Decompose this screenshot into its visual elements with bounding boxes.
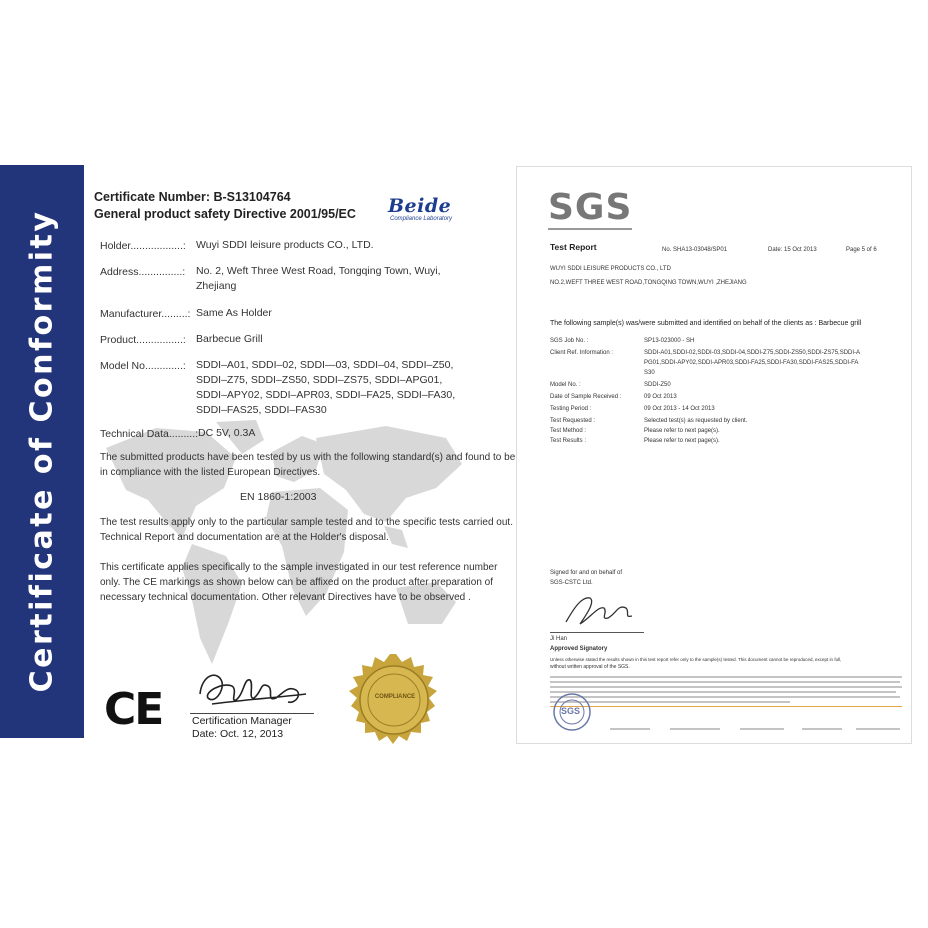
row-label: Test Method : — [550, 428, 587, 434]
certificate-date: Date: Oct. 12, 2013 — [192, 728, 284, 740]
client-address: NO.2,WEFT THREE WEST ROAD,TONGQING TOWN,WUYI ,ZHEJIANG — [550, 280, 747, 286]
row-value: 09 Oct 2013 - 14 Oct 2013 — [644, 406, 715, 412]
seal-text: COMPLIANCE — [374, 694, 416, 700]
row-value: Please refer to next page(s). — [644, 428, 720, 434]
certification-manager-label: Certification Manager — [192, 715, 292, 727]
row-value: Selected test(s) as requested by client. — [644, 418, 748, 424]
certificate-side-band — [0, 165, 84, 738]
row-label: Client Ref. Information : — [550, 350, 614, 356]
holder-label: Holder..................: — [100, 240, 186, 252]
certificate-number: Certificate Number: B-S13104764 — [94, 190, 291, 204]
paragraph-tested-line-2: in compliance with the listed European Directives. — [100, 467, 321, 478]
address-value-line-2: Zhejiang — [196, 280, 237, 292]
technical-data-value: DC 5V, 0.3A — [198, 427, 256, 439]
sgs-logo — [548, 188, 638, 228]
standard-reference: EN 1860-1:2003 — [240, 491, 317, 503]
paragraph-results-line-1: The test results apply only to the particular sample tested and to the specific tests carried out. — [100, 517, 513, 528]
paragraph-tested-line-1: The submitted products have been tested by us with the following standard(s) and found to be — [100, 452, 516, 463]
technical-data-label: Technical Data.........: — [100, 428, 199, 440]
row-label: Model No. : — [550, 382, 581, 388]
logo-underline — [548, 228, 632, 230]
gold-seal — [344, 652, 448, 756]
model-label: Model No.............: — [100, 360, 186, 372]
beide-logo-sub: Compliance Laboratory — [390, 216, 453, 222]
row-label: Test Results : — [550, 438, 587, 444]
sgs-stamp — [552, 692, 592, 732]
row-value: SP13-023000 - SH — [644, 338, 695, 344]
model-line: SDDI–Z75, SDDI–ZS50, SDDI–ZS75, SDDI–APG01, — [196, 374, 443, 386]
beide-logo-word: Beide — [388, 195, 452, 217]
manufacturer-label: Manufacturer.........: — [100, 308, 191, 320]
sgs-signature-line — [550, 632, 644, 633]
row-label: SGS Job No. : — [550, 338, 589, 344]
report-page: Page 5 of 6 — [846, 247, 877, 253]
row-value: SDDI-A01,SDDI-02,SDDI-03,SDDI-04,SDDI-Z75,SDDI-ZS50,SDDI-ZS75,SDDI-A — [644, 350, 861, 356]
signer-name: Ji Han — [550, 636, 568, 642]
row-label: Testing Period : — [550, 406, 592, 412]
report-number: No. SHA13-03048/SP01 — [662, 247, 728, 253]
side-title: Certificate of Conformity — [24, 209, 60, 693]
row-value: S30 — [644, 370, 655, 376]
row-label: Date of Sample Received : — [550, 394, 622, 400]
ce-mark: CE — [104, 684, 163, 735]
signature-line — [190, 713, 314, 714]
row-value: Please refer to next page(s). — [644, 438, 720, 444]
address-label: Address...............: — [100, 266, 186, 278]
certificate-directive: General product safety Directive 2001/95/EC — [94, 207, 356, 221]
report-date: Date: 15 Oct 2013 — [768, 247, 817, 253]
paragraph-applies-line-2: only. The CE markings as shown below can be affixed on the product after preparation of — [100, 577, 494, 588]
signed-for-line-2: SGS-CSTC Ltd. — [550, 580, 593, 586]
row-value: 09 Oct 2013 — [644, 394, 677, 400]
paragraph-applies-line-3: necessary technical documentation. Other relevant Directives have to be observed . — [100, 592, 471, 603]
holder-value: Wuyi SDDI leisure products CO., LTD. — [196, 239, 374, 251]
footer-note-line-2: without written approval of the SGS. — [550, 664, 630, 670]
row-value: PG01,SDDI-APY02,SDDI-APR03,SDDI-FA25,SDDI-FA30,SDDI-FAS25,SDDI-FA — [644, 360, 859, 366]
product-value: Barbecue Grill — [196, 333, 263, 345]
manufacturer-value: Same As Holder — [196, 307, 272, 319]
manager-signature — [192, 664, 312, 712]
row-value: SDDI-Z50 — [644, 382, 671, 388]
paragraph-applies-line-1: This certificate applies specifically to the sample investigated in our test reference number — [100, 562, 498, 573]
model-line: SDDI–FAS25, SDDI–FAS30 — [196, 404, 327, 416]
client-name: WUYI SDDI LEISURE PRODUCTS CO., LTD — [550, 266, 671, 272]
row-label: Test Requested : — [550, 418, 596, 424]
model-line: SDDI–APY02, SDDI–APR03, SDDI–FA25, SDDI–FA30, — [196, 389, 456, 401]
sgs-logo-text: SGS — [548, 187, 633, 228]
paragraph-results-line-2: Technical Report and documentation are at the Holder's disposal. — [100, 532, 389, 543]
fine-print-block — [550, 676, 906, 738]
report-intro: The following sample(s) was/were submitted and identified on behalf of the clients as : Barbecue grill — [550, 320, 862, 327]
beide-logo — [388, 196, 472, 230]
product-label: Product................: — [100, 334, 186, 346]
model-line: SDDI–A01, SDDI–02, SDDI—03, SDDI–04, SDDI–Z50, — [196, 359, 454, 371]
approved-signatory: Approved Signatory — [550, 646, 608, 652]
address-value-line-1: No. 2, Weft Three West Road, Tongqing Town, Wuyi, — [196, 265, 441, 277]
sgs-stamp-text: SGS — [561, 706, 581, 716]
signed-for-line-1: Signed for and on behalf of — [550, 570, 623, 576]
report-title: Test Report — [550, 242, 597, 252]
sgs-signature — [560, 588, 640, 632]
footer-note-line-1: Unless otherwise stated the results shown in this test report refer only to the sample(s) tested. This document cannot be reproduced, except in full, — [550, 657, 842, 662]
